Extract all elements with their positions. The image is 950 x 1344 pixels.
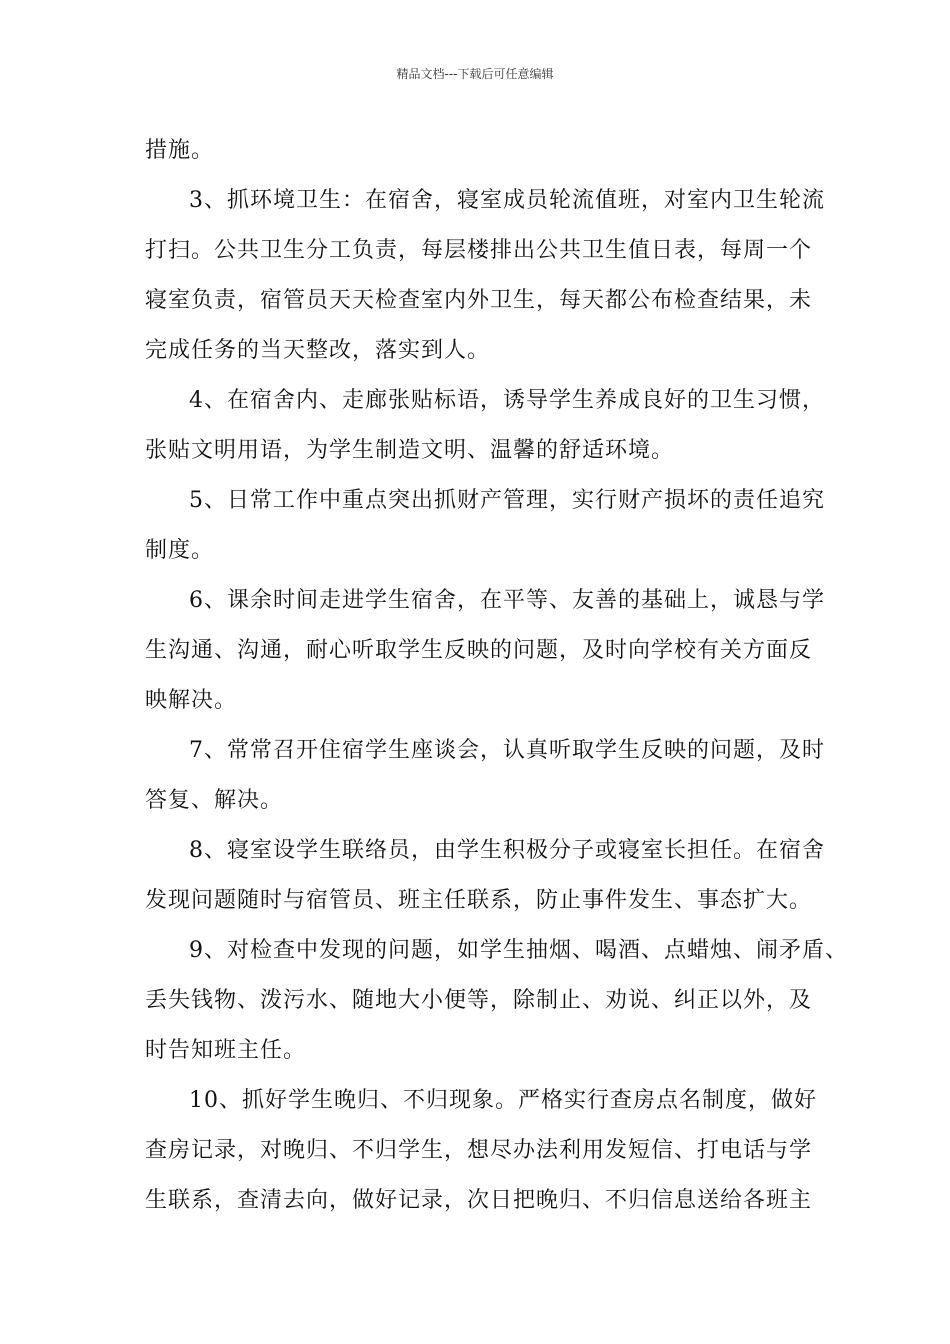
paragraph-9-line: 9、对检查中发现的问题，如学生抽烟、喝酒、点蜡烛、闹矛盾、 [189, 938, 848, 963]
paragraph-3-line: 3、抓环境卫生：在宿舍，寝室成员轮流值班，对室内卫生轮流 [189, 188, 825, 213]
text-line: 打扫。公共卫生分工负责，每层楼排出公共卫生值日表，每周一个 [145, 238, 813, 263]
paragraph-5-line: 5、日常工作中重点突出抓财产管理，实行财产损坏的责任追究 [189, 488, 825, 513]
text-line: 映解决。 [145, 688, 238, 713]
text-line: 措施。 [145, 138, 215, 163]
text-line: 丢失钱物、泼污水、随地大小便等，除制止、劝说、纠正以外，及 [145, 988, 813, 1013]
paragraph-6-line: 6、课余时间走进学生宿舍，在平等、友善的基础上，诚恳与学 [189, 588, 825, 613]
text-line: 寝室负责，宿管员天天检查室内外卫生，每天都公布检查结果，未 [145, 288, 813, 313]
text-line: 查房记录，对晚归、不归学生，想尽办法利用发短信、打电话与学 [145, 1138, 813, 1163]
text-line: 生沟通、沟通，耐心听取学生反映的问题，及时向学校有关方面反 [145, 638, 813, 663]
paragraph-7-line: 7、常常召开住宿学生座谈会，认真听取学生反映的问题，及时 [189, 738, 825, 763]
paragraph-8-line: 8、寝室设学生联络员，由学生积极分子或寝室长担任。在宿舍 [189, 838, 825, 863]
text-line: 答复、解决。 [145, 788, 284, 813]
text-line: 完成任务的当天整改，落实到人。 [145, 338, 491, 363]
text-line: 制度。 [145, 538, 215, 563]
paragraph-10-line: 10、抓好学生晚归、不归现象。严格实行查房点名制度，做好 [189, 1088, 817, 1113]
text-line: 生联系，查清去向，做好记录，次日把晚归、不归信息送给各班主 [145, 1188, 813, 1213]
text-line: 发现问题随时与宿管员、班主任联系，防止事件发生、事态扩大。 [145, 888, 813, 913]
text-line: 张贴文明用语，为学生制造文明、温馨的舒适环境。 [145, 438, 675, 463]
text-line: 时告知班主任。 [145, 1038, 307, 1063]
paragraph-4-line: 4、在宿舍内、走廊张贴标语，诱导学生养成良好的卫生习惯， [189, 388, 825, 413]
page-header: 精品文档---下载后可任意编辑 [396, 67, 554, 81]
